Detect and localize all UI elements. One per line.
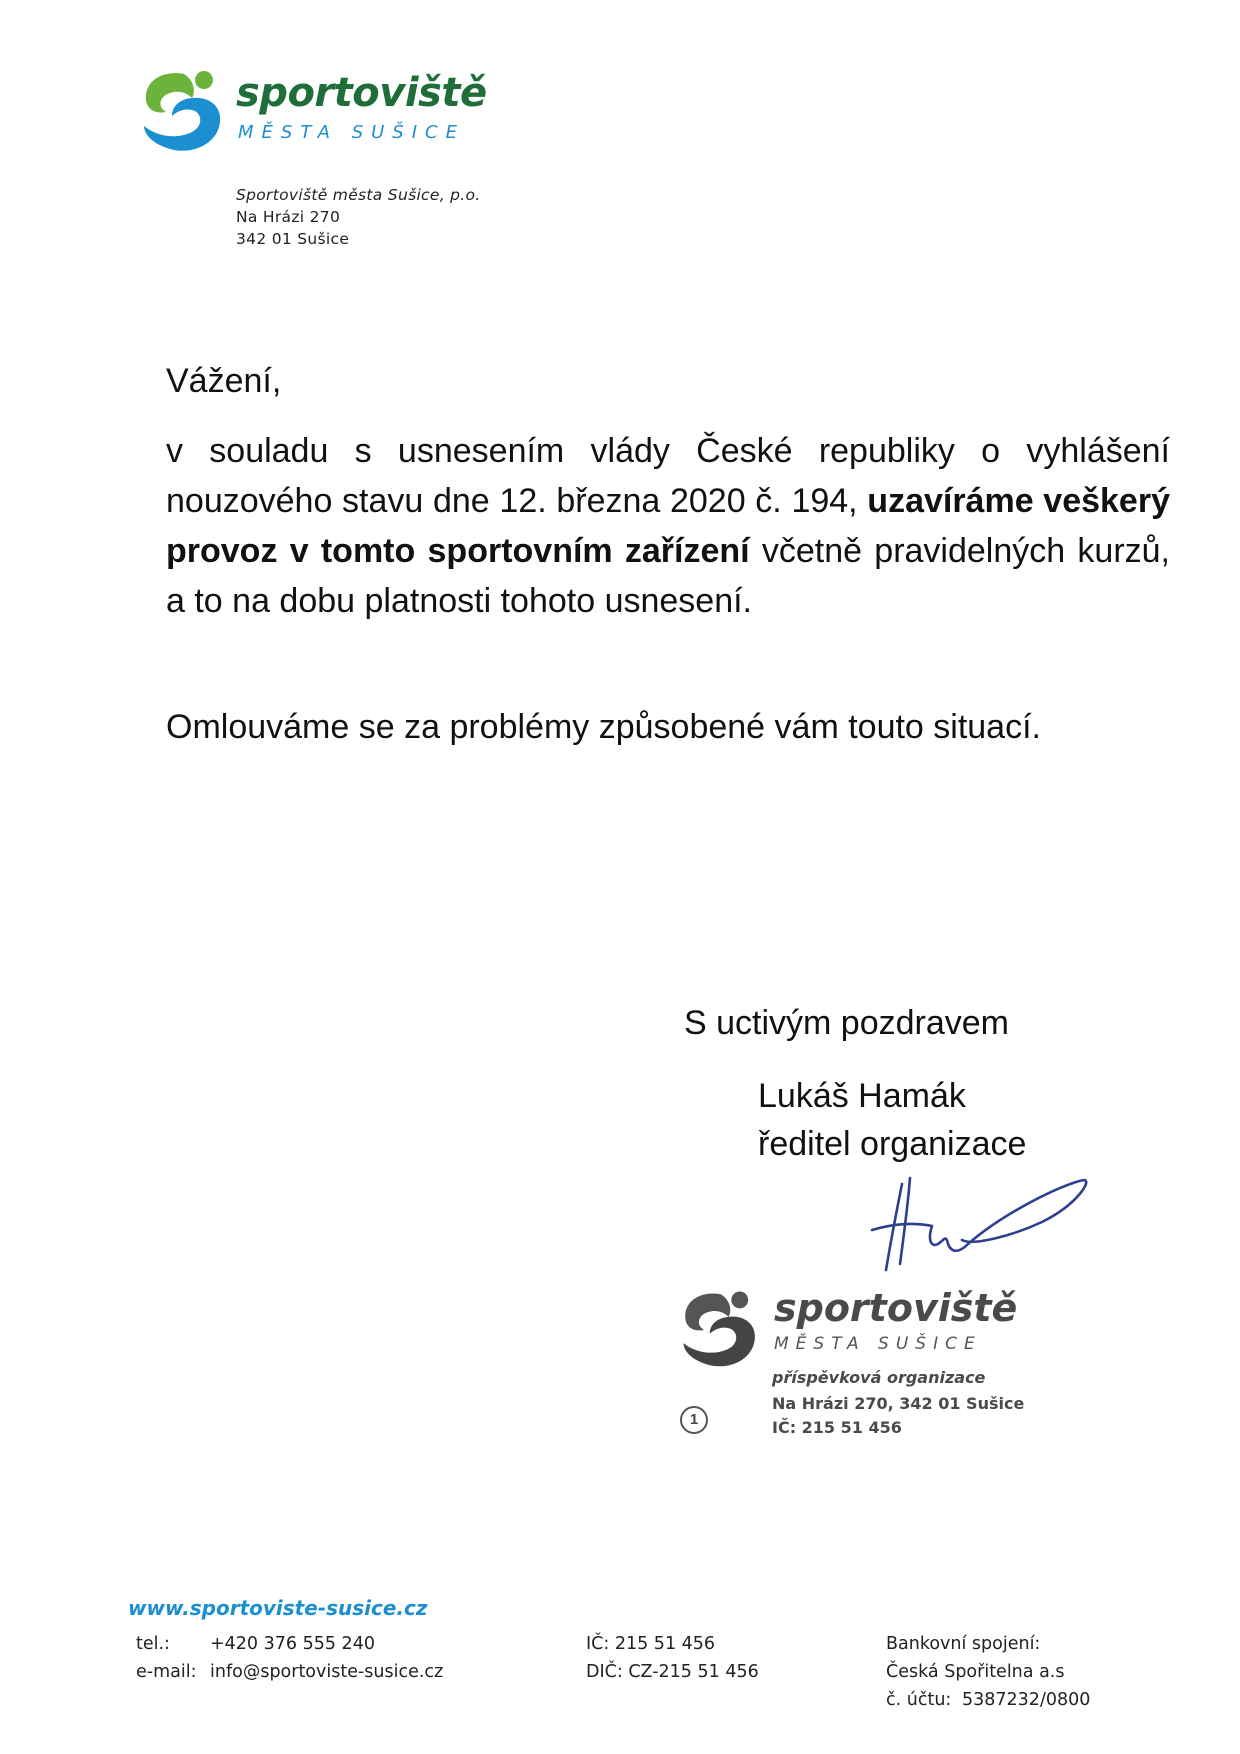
tel-label: tel.: [136,1634,170,1654]
apology-text: Omlouváme se za problémy způsobené vám touto situací. [166,708,1041,746]
closing-greeting: S uctivým pozdravem [684,1004,1009,1042]
salutation: Vážení, [166,362,282,400]
signatory-name: Lukáš Hamák [758,1077,966,1115]
email-label: e-mail: [136,1662,197,1682]
stamp-subtitle: MĚSTA SUŠICE [774,1334,982,1354]
bank-heading: Bankovní spojení: [886,1634,1041,1654]
footer-ic: IČ: 215 51 456 [586,1634,716,1654]
paragraph-bold-text: uzavíráme veškerý provoz v tomto sportovním zařízení [166,482,1170,570]
letter-body [166,360,1170,748]
paragraph-text-1: v souladu s usnesením vlády České republiky o vyhlášení nouzového stavu dne 12. března 2020 č. 194, [166,432,1170,520]
footer-bank [886,1630,1090,1714]
stamp-wordmark: sportoviště [774,1286,1018,1330]
paragraph-text-2: včetně pravidelných kurzů, a to na dobu platnosti tohoto usnesení. [166,532,1171,620]
logo-subtitle: MĚSTA SUŠICE [238,122,465,143]
stamp-number: 1 [680,1406,708,1434]
sender-address [236,184,481,250]
footer-dic: DIČ: CZ-215 51 456 [586,1662,759,1682]
website-link[interactable]: www.sportoviste-susice.cz [128,1596,428,1620]
logo-mark-icon [136,66,232,156]
sender-org: Sportoviště města Sušice, p.o. [236,186,481,204]
signatory-title: ředitel organizace [758,1125,1027,1163]
logo-wordmark: sportoviště [236,70,487,116]
sender-street: Na Hrázi 270 [236,208,341,226]
stamp-ic: IČ: 215 51 456 [772,1418,902,1437]
handwritten-signature [852,1174,1092,1284]
header-logo [136,66,496,156]
footer-ids [586,1630,759,1686]
tel-value: +420 376 555 240 [210,1634,375,1654]
stamp-address: Na Hrázi 270, 342 01 Sušice [772,1394,1025,1413]
account-label: č. účtu: [886,1690,952,1710]
main-paragraph [166,426,1170,626]
bank-name: Česká Spořitelna a.s [886,1662,1065,1682]
footer-contact [136,1630,443,1686]
official-stamp [676,1284,1056,1454]
stamp-logo-icon [676,1284,766,1374]
stamp-org-type: příspěvková organizace [772,1368,986,1387]
email-link[interactable]: info@sportoviste-susice.cz [210,1662,444,1682]
account-number: 5387232/0800 [962,1690,1091,1710]
signatory [758,1072,1026,1168]
sender-city: 342 01 Sušice [236,230,350,248]
